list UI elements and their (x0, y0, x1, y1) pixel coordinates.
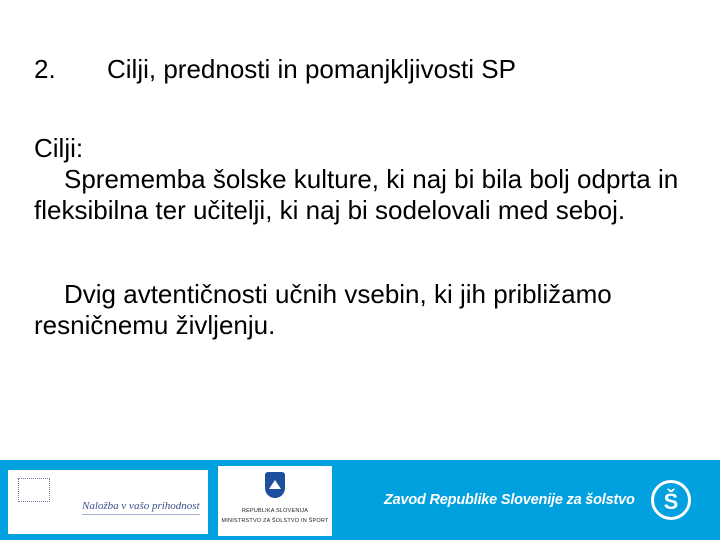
ministry-line-2: MINISTRSTVO ZA ŠOLSTVO IN ŠPORT (221, 518, 329, 524)
title-text: Cilji, prednosti in pomanjkljivosti SP (107, 54, 516, 84)
eu-investment-logo (8, 470, 208, 534)
slide-body (34, 133, 684, 341)
ministry-logo (218, 466, 332, 536)
footer-bar (0, 460, 720, 540)
paragraph-2: Dvig avtentičnosti učnih vsebin, ki jih približamo resničnemu življenju. (34, 279, 612, 340)
title-number: 2. (34, 54, 56, 84)
coat-of-arms-icon (265, 472, 285, 498)
eu-emblem-icon (18, 478, 50, 502)
institute-logo-icon (651, 480, 691, 520)
ministry-line-1: REPUBLIKA SLOVENIJA (241, 508, 309, 514)
slide-title (34, 54, 516, 84)
eu-logo-label: Naložba v vašo prihodnost (82, 500, 200, 512)
institute-mark: Š (663, 489, 679, 514)
paragraph-1: Sprememba šolske kulture, ki naj bi bila bolj odprta in fleksibilna ter učitelji, ki naj bi sodelovali med seboj. (34, 164, 679, 225)
institute-name: Zavod Republike Slovenije za šolstvo (384, 492, 635, 508)
section-heading: Cilji: (34, 133, 84, 163)
